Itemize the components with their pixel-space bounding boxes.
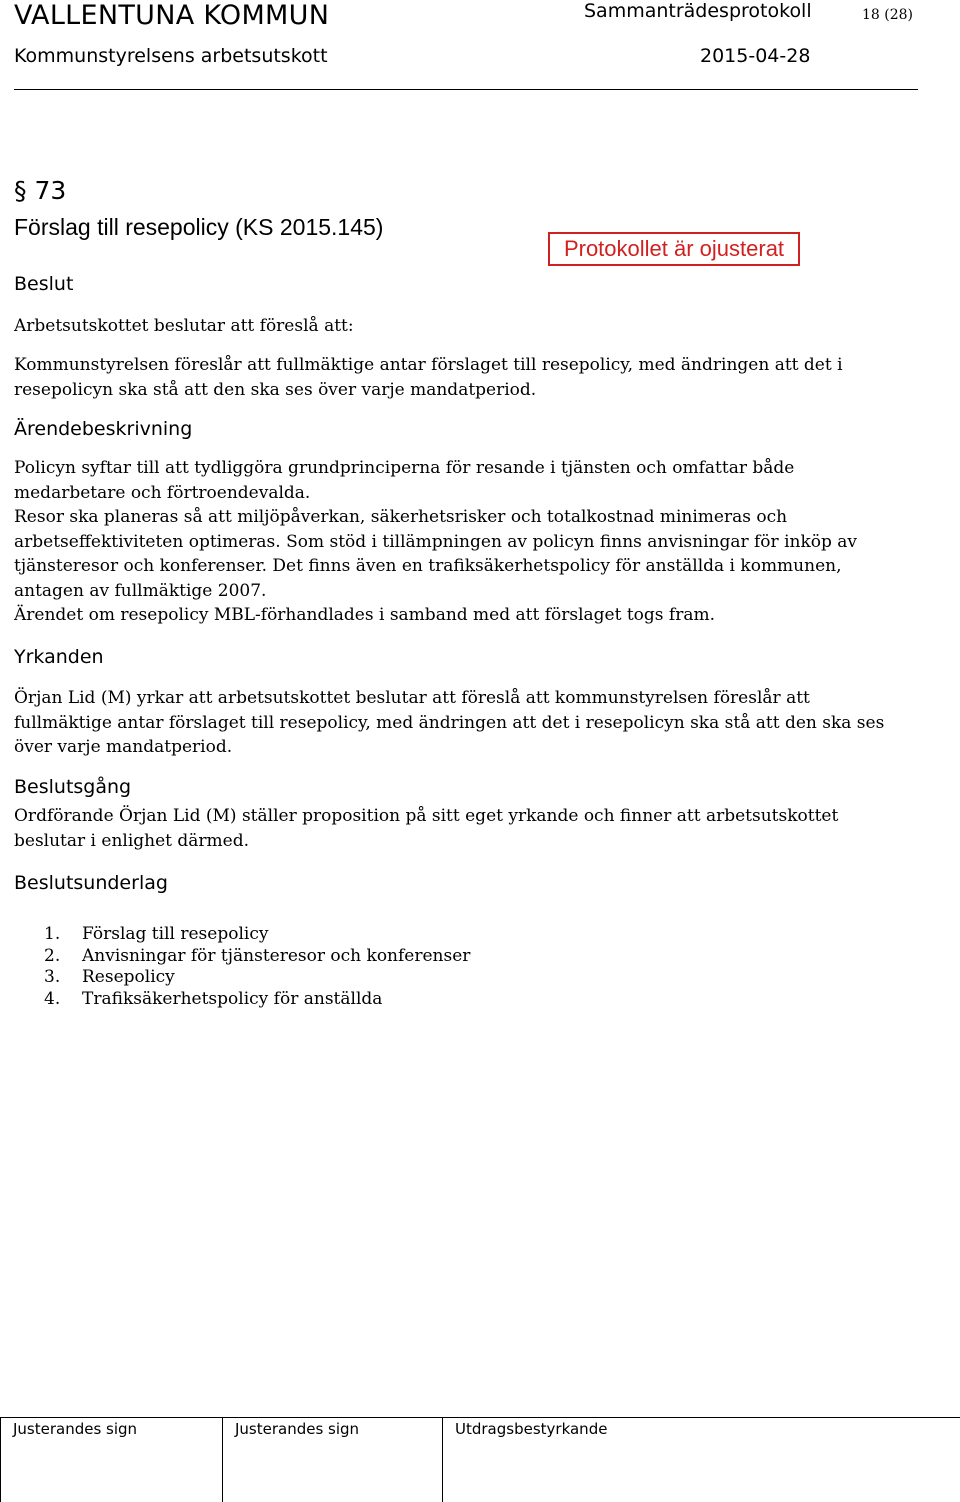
list-item-text: Förslag till resepolicy (82, 924, 269, 944)
text-line: Policyn syftar till att tydliggöra grundprinciperna för resande i tjänsten och omfattar både (14, 458, 795, 478)
section-heading-beslutsunderlag: Beslutsunderlag (14, 872, 168, 894)
list-item-number: 1. (44, 924, 61, 944)
text-line: Örjan Lid (M) yrkar att arbetsutskottet beslutar att föreslå att kommunstyrelsen föreslår att (14, 688, 810, 708)
beslutsunderlag-list (44, 924, 470, 1010)
meeting-date: 2015-04-28 (700, 45, 811, 67)
text-line: över varje mandatperiod. (14, 737, 233, 757)
yrkanden-text (14, 686, 884, 760)
list-item-number: 2. (44, 945, 61, 966)
committee-name: Kommunstyrelsens arbetsutskott (14, 45, 328, 67)
signature-footer (0, 1417, 960, 1502)
text-line: tjänsteresor och konferenser. Det finns även en trafiksäkerhetspolicy för anställda i kommunen, (14, 556, 842, 576)
text-line: resepolicyn ska stå att den ska ses över varje mandatperiod. (14, 379, 537, 400)
text-line: Ärendet om resepolicy MBL-förhandlades i samband med att förslaget togs fram. (14, 605, 716, 625)
section-heading-beslut: Beslut (14, 273, 74, 295)
arendebeskrivning-text (14, 456, 857, 628)
unadjusted-stamp: Protokollet är ojusterat (548, 232, 800, 266)
signature-cell-2: Justerandes sign (222, 1417, 442, 1502)
signature-cell-1: Justerandes sign (0, 1417, 222, 1502)
list-item (44, 967, 470, 989)
document-type: Sammanträdesprotokoll (584, 0, 812, 22)
list-item-number: 4. (44, 988, 61, 1009)
paragraph-number: § 73 (14, 176, 67, 205)
text-line: Ordförande Örjan Lid (M) ställer proposition på sitt eget yrkande och finner att arbetsutskottet (14, 806, 839, 826)
list-item (44, 946, 470, 968)
list-item (44, 989, 470, 1011)
section-heading-yrkanden: Yrkanden (14, 646, 104, 668)
page-title: Förslag till resepolicy (KS 2015.145) (14, 214, 384, 240)
text-line: Kommunstyrelsen föreslår att fullmäktige antar förslaget till resepolicy, med ändringen att det i (14, 355, 843, 375)
list-item-text: Resepolicy (82, 967, 175, 987)
text-line: fullmäktige antar förslaget till resepolicy, med ändringen att det i resepolicyn ska stå att den ska ses (14, 712, 885, 733)
section-heading-beslutsgang: Beslutsgång (14, 776, 132, 798)
section-heading-arendebeskrivning: Ärendebeskrivning (14, 418, 193, 440)
beslut-text (14, 353, 843, 402)
text-line: arbetseffektiviteten optimeras. Som stöd i tillämpningen av policyn finns anvisningar för inköp av (14, 531, 858, 552)
list-item-text: Anvisningar för tjänsteresor och konferenser (82, 945, 471, 966)
list-item-number: 3. (44, 967, 61, 987)
beslutsgang-text (14, 804, 838, 853)
certification-cell: Utdragsbestyrkande (442, 1417, 960, 1502)
text-line: antagen av fullmäktige 2007. (14, 580, 267, 601)
list-item-text: Trafiksäkerhetspolicy för anställda (82, 988, 383, 1009)
page-number: 18 (28) (862, 7, 914, 23)
text-line: medarbetare och förtroendevalda. (14, 482, 311, 503)
organization-name: VALLENTUNA KOMMUN (14, 0, 330, 31)
text-line: beslutar i enlighet därmed. (14, 830, 250, 851)
header-divider (14, 89, 918, 90)
list-item (44, 924, 470, 946)
text-line: Resor ska planeras så att miljöpåverkan, säkerhetsrisker och totalkostnad minimeras och (14, 507, 788, 527)
beslut-intro: Arbetsutskottet beslutar att föreslå att: (14, 316, 354, 336)
